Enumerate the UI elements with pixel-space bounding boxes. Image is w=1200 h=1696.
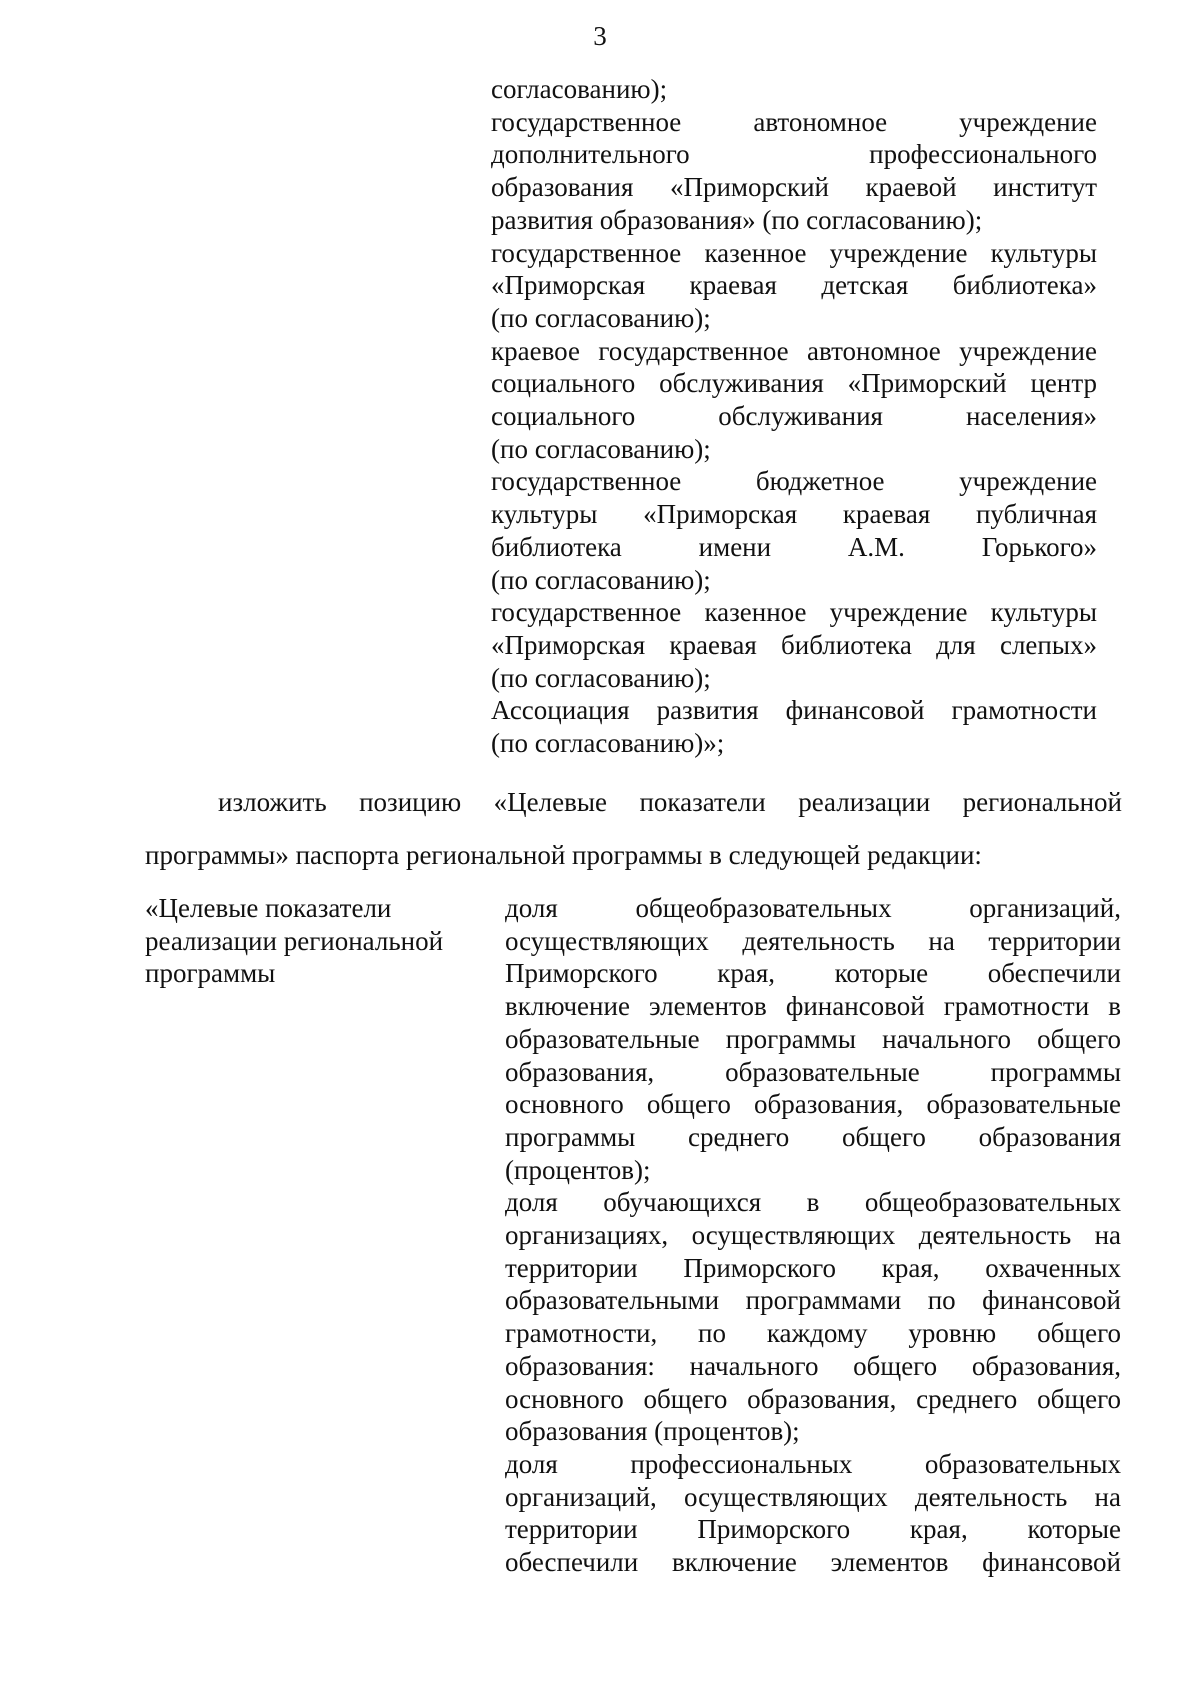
organization-list-line: государственное бюджетное учреждение	[491, 466, 1097, 497]
organization-list-line: согласованию);	[491, 74, 668, 104]
organization-list-line: краевое государственное автономное учреждение	[491, 335, 1097, 366]
organization-list-line: (по согласованию);	[491, 564, 711, 595]
indicator-text-line: осуществляющих деятельность на территории	[505, 925, 1121, 956]
organization-list-line: культуры «Приморская краевая публичная	[491, 499, 1097, 530]
table-label-cell	[145, 892, 485, 990]
indicator-text-line: основного общего образования, среднего общего	[505, 1383, 1121, 1414]
indicator-text-line: территории Приморского края, которые	[505, 1514, 1121, 1545]
table-label-line: программы	[145, 958, 276, 989]
table-label-line: «Целевые показатели	[145, 893, 392, 923]
indicator-text-line: образования (процентов);	[505, 1416, 800, 1447]
indicator-text-line: образования, образовательные программы	[505, 1056, 1121, 1087]
indicator-text-line: территории Приморского края, охваченных	[505, 1252, 1121, 1283]
indicator-text-line: основного общего образования, образовательные	[505, 1089, 1121, 1120]
indicator-text-line: грамотности, по каждому уровню общего	[505, 1318, 1121, 1349]
organization-list-line: «Приморская краевая библиотека для слепых»	[491, 629, 1097, 660]
organization-list-line: развития образования» (по согласованию);	[491, 204, 983, 235]
organization-list-line: образования «Приморский краевой институт	[491, 172, 1097, 203]
table-value-cell	[505, 892, 1121, 1579]
indicator-text-line: организациях, осуществляющих деятельность на	[505, 1220, 1121, 1251]
indicator-text-line: (процентов);	[505, 1154, 651, 1185]
organization-list	[491, 73, 1097, 760]
organization-list-line: государственное автономное учреждение	[491, 106, 1097, 137]
paragraph-line-1: изложить позицию «Целевые показатели реализации региональной	[218, 787, 1122, 817]
indicator-text-line: обеспечили включение элементов финансовой	[505, 1547, 1121, 1578]
organization-list-line: государственное казенное учреждение культуры	[491, 237, 1097, 268]
organization-list-line: «Приморская краевая детская библиотека»	[491, 270, 1097, 301]
indicator-text-line: Приморского края, которые обеспечили	[505, 958, 1121, 989]
indicator-text-line: организаций, осуществляющих деятельность на	[505, 1481, 1121, 1512]
organization-list-line: библиотека имени А.М. Горького»	[491, 531, 1097, 562]
organization-list-line: (по согласованию);	[491, 302, 711, 333]
indicator-text-line: образовательными программами по финансовой	[505, 1285, 1121, 1316]
organization-list-line: (по согласованию);	[491, 662, 711, 693]
organization-list-line: (по согласованию)»;	[491, 728, 725, 759]
indicator-text-line: включение элементов финансовой грамотности в	[505, 991, 1121, 1022]
organization-list-line: государственное казенное учреждение культуры	[491, 597, 1097, 628]
indicator-text-line: образования: начального общего образования,	[505, 1350, 1121, 1381]
table-label-line: реализации региональной	[145, 925, 444, 956]
amendment-paragraph	[145, 784, 1122, 873]
page-number: 3	[593, 21, 607, 51]
indicator-text-line: программы среднего общего образования	[505, 1121, 1121, 1152]
organization-list-line: (по согласованию);	[491, 433, 711, 464]
indicator-text-line: образовательные программы начального общего	[505, 1023, 1121, 1054]
organization-list-line: дополнительного профессионального	[491, 139, 1097, 170]
paragraph-line-2: программы» паспорта региональной программы в следующей редакции:	[145, 840, 982, 870]
organization-list-line: Ассоциация развития финансовой грамотности	[491, 695, 1097, 726]
organization-list-line: социального обслуживания населения»	[491, 401, 1097, 432]
organization-list-line: социального обслуживания «Приморский центр	[491, 368, 1097, 399]
indicator-text-line: доля профессиональных образовательных	[505, 1448, 1121, 1479]
indicator-text-line: доля обучающихся в общеобразовательных	[505, 1187, 1121, 1218]
indicator-text-line: доля общеобразовательных организаций,	[505, 893, 1121, 923]
